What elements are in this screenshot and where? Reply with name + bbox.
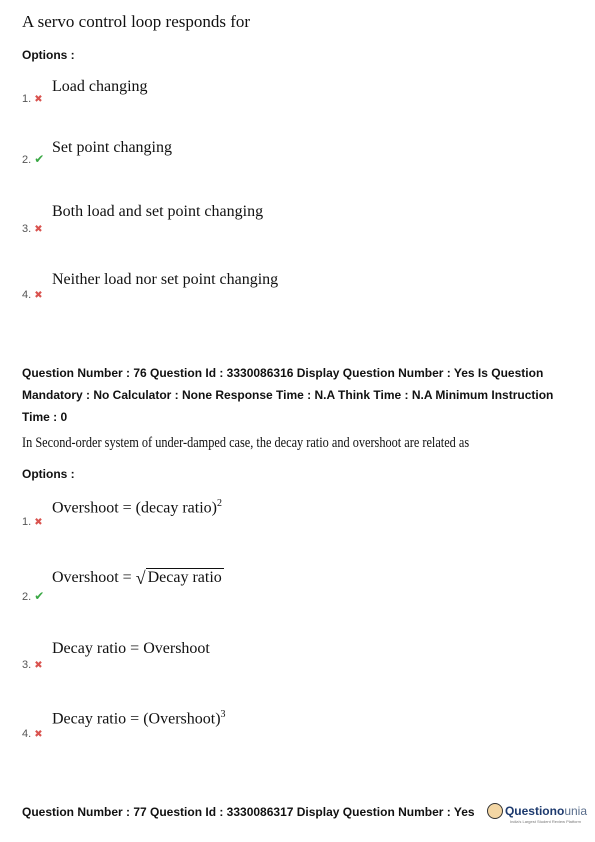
formula-text: Decay ratio = (Overshoot)	[52, 710, 221, 728]
option-76-1[interactable]	[22, 512, 43, 530]
sqrt-expression	[136, 566, 224, 587]
option-number: 1.	[22, 516, 32, 528]
wrong-icon: ✖	[34, 729, 43, 740]
question-76-meta	[22, 362, 587, 428]
option-75-1[interactable]	[22, 89, 43, 107]
wrong-icon: ✖	[34, 290, 43, 301]
wrong-icon: ✖	[34, 660, 43, 671]
question-76-text: In Second-order system of under-damped case, the decay ratio and overshoot are related as	[22, 435, 470, 451]
option-75-4-text: Neither load nor set point changing	[52, 271, 279, 288]
options-label: Options :	[22, 48, 75, 62]
option-75-2[interactable]	[22, 150, 44, 168]
questionpaper-logo	[487, 804, 587, 824]
meta-line: Question Number : 76 Question Id : 3330086316 Display Question Number : Yes Is Question	[22, 366, 544, 380]
formula-text: Overshoot =	[52, 569, 136, 586]
logo-brand-tail: unia	[564, 804, 587, 818]
radical-sign: √	[135, 568, 146, 588]
logo-brand: Questiono	[504, 804, 565, 818]
wrong-icon: ✖	[34, 94, 43, 105]
check-icon: ✔	[34, 152, 45, 166]
option-75-2-text: Set point changing	[52, 139, 172, 156]
options-label: Options :	[22, 467, 75, 481]
option-76-3-text: Decay ratio = Overshoot	[52, 640, 210, 657]
option-76-2-text	[52, 566, 224, 587]
option-number: 3.	[22, 659, 32, 671]
option-number: 2.	[22, 591, 32, 603]
option-76-3[interactable]	[22, 655, 43, 673]
meta-line: Mandatory : No Calculator : None Response Time : N.A Think Time : N.A Minimum Instruction	[22, 388, 554, 402]
wrong-icon: ✖	[34, 517, 43, 528]
option-75-3-text: Both load and set point changing	[52, 203, 264, 220]
option-number: 2.	[22, 154, 32, 166]
wrong-icon: ✖	[34, 224, 43, 235]
formula-text: Overshoot = (decay ratio)	[52, 499, 217, 517]
option-number: 4.	[22, 728, 32, 740]
exponent: 3	[220, 709, 226, 720]
exponent: 2	[216, 498, 222, 509]
question-75-text: A servo control loop responds for	[22, 12, 251, 31]
question-77-meta: Question Number : 77 Question Id : 3330086317 Display Question Number : Yes	[22, 805, 475, 819]
option-76-2[interactable]	[22, 587, 44, 605]
option-75-1-text: Load changing	[52, 78, 148, 95]
logo-tagline: India's Largest Student Review Platform	[509, 819, 581, 824]
option-75-4[interactable]	[22, 285, 43, 303]
option-76-4[interactable]	[22, 724, 43, 742]
radicand: Decay ratio	[147, 569, 222, 586]
meta-line: Time : 0	[22, 410, 68, 424]
option-number: 3.	[22, 223, 32, 235]
option-76-1-text	[52, 498, 222, 517]
check-icon: ✔	[34, 589, 45, 603]
option-75-3[interactable]	[22, 219, 43, 237]
option-number: 1.	[22, 93, 32, 105]
mascot-icon	[487, 803, 503, 819]
option-76-4-text	[52, 709, 226, 728]
option-number: 4.	[22, 289, 32, 301]
